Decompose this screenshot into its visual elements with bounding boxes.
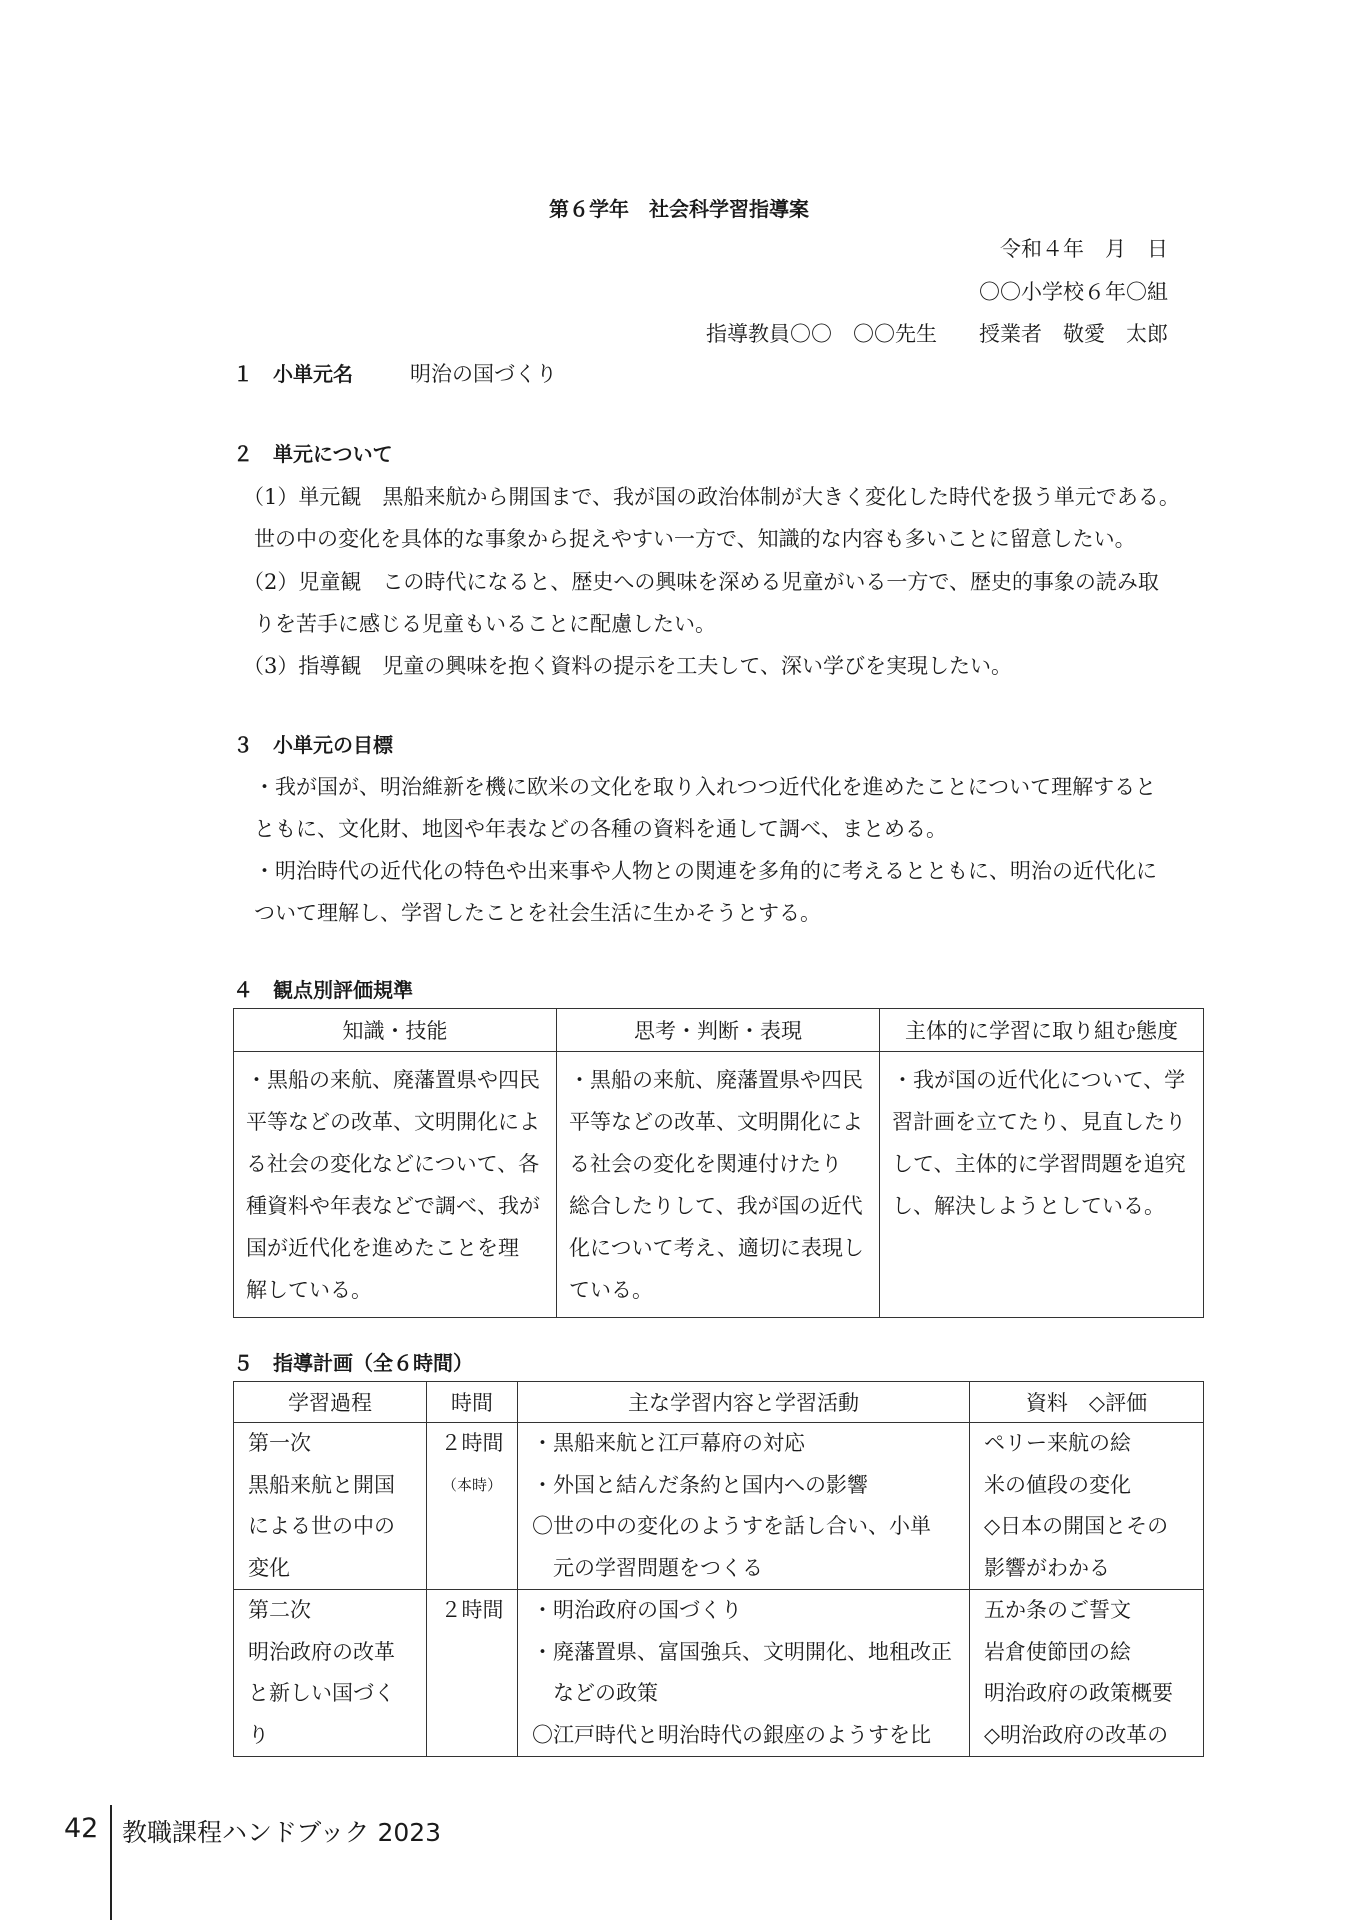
cell-line: る社会の変化などについて、各 — [246, 1152, 540, 1176]
cell-line: 〇世の中の変化のようすを話し合い、小単 — [532, 1514, 931, 1538]
date-line: 令和４年 月 日 — [1000, 237, 1168, 261]
cell-line: 総合したりして、我が国の近代 — [569, 1194, 863, 1218]
time-cell — [427, 1423, 518, 1590]
table-header-row — [234, 1009, 1204, 1052]
s3-line: ついて理解し、学習したことを社会生活に生かそうとする。 — [254, 901, 821, 925]
s2-line: （1）単元観 黒船来航から開国まで、我が国の政治体制が大きく変化した時代を扱う単元である。 — [243, 485, 1180, 509]
s3-line: ・明治時代の近代化の特色や出来事や人物との関連を多角的に考えるとともに、明治の近代化に — [254, 859, 1157, 883]
cell-line: して、主体的に学習問題を追究 — [892, 1152, 1186, 1176]
teaching-plan-table — [233, 1381, 1204, 1757]
s3-line: ともに、文化財、地図や年表などの各種の資料を通して調べ、まとめる。 — [254, 817, 947, 841]
cell-line: 国が近代化を進めたことを理 — [246, 1236, 519, 1260]
cell-line: 明治政府の政策概要 — [984, 1681, 1173, 1705]
column-header: 主体的に学習に取り組む態度 — [880, 1009, 1204, 1052]
cell-line: 第一次 — [248, 1431, 311, 1455]
cell-line: 第二次 — [248, 1598, 311, 1622]
table-row — [234, 1423, 1204, 1590]
section-1-heading: １ 小単元名 — [233, 362, 353, 386]
content-cell — [518, 1423, 970, 1590]
unit-name: 明治の国づくり — [410, 362, 557, 386]
cell-line: ２時間 — [440, 1431, 504, 1455]
cell-line: ・黒船の来航、廃藩置県や四民 — [569, 1068, 863, 1092]
school-line: 〇〇小学校６年〇組 — [979, 280, 1168, 304]
cell-line: ている。 — [569, 1278, 653, 1302]
section-3-heading: ３ 小単元の目標 — [233, 733, 393, 757]
cell-line: 種資料や年表などで調べ、我が — [246, 1194, 540, 1218]
s2-line: （2）児童観 この時代になると、歴史への興味を深める児童がいる一方で、歴史的事象の読み取 — [243, 570, 1159, 594]
column-header: 資料 ◇評価 — [970, 1382, 1204, 1423]
cell-line: 平等などの改革、文明開化によ — [569, 1110, 863, 1134]
column-header: 主な学習内容と学習活動 — [518, 1382, 970, 1423]
s2-line: りを苦手に感じる児童もいることに配慮したい。 — [254, 612, 716, 636]
cell-line: し、解決しようとしている。 — [892, 1194, 1165, 1218]
cell-line: 影響がわかる — [984, 1555, 1110, 1580]
cell-line: 米の値段の変化 — [984, 1472, 1131, 1497]
evaluation-criteria-table — [233, 1008, 1204, 1318]
time-note: （本時） — [441, 1475, 502, 1494]
criteria-thinking-cell — [557, 1052, 880, 1318]
content-cell — [518, 1590, 970, 1757]
cell-line: と新しい国づく — [248, 1681, 395, 1705]
cell-line: り — [248, 1722, 269, 1747]
section-2-heading: ２ 単元について — [233, 442, 393, 466]
cell-line: ペリー来航の絵 — [984, 1431, 1131, 1455]
time-cell — [427, 1590, 518, 1757]
cell-line: 平等などの改革、文明開化によ — [246, 1110, 540, 1134]
s2-line: 世の中の変化を具体的な事象から捉えやすい一方で、知識的な内容も多いことに留意したい。 — [254, 527, 1136, 551]
cell-line: 岩倉使節団の絵 — [984, 1639, 1131, 1664]
cell-line: 〇江戸時代と明治時代の銀座のようすを比 — [532, 1722, 931, 1747]
footer-divider — [110, 1805, 112, 1920]
cell-line: による世の中の — [248, 1514, 395, 1538]
s3-line: ・我が国が、明治維新を機に欧米の文化を取り入れつつ近代化を進めたことについて理解すると — [254, 775, 1157, 799]
cell-line: ・黒船の来航、廃藩置県や四民 — [246, 1068, 540, 1092]
cell-line: ・黒船来航と江戸幕府の対応 — [532, 1431, 805, 1455]
materials-cell — [970, 1590, 1204, 1757]
cell-line: ２時間 — [440, 1598, 504, 1622]
column-header: 時間 — [427, 1382, 518, 1423]
cell-line: 解している。 — [246, 1278, 372, 1302]
cell-line: る社会の変化を関連付けたり — [569, 1152, 842, 1176]
cell-line: 化について考え、適切に表現し — [569, 1236, 864, 1260]
criteria-knowledge-cell — [234, 1052, 557, 1318]
s2-line: （3）指導観 児童の興味を抱く資料の提示を工夫して、深い学びを実現したい。 — [243, 654, 1012, 678]
criteria-attitude-cell — [880, 1052, 1204, 1318]
section-5-heading: ５ 指導計画（全６時間） — [233, 1351, 473, 1375]
table-header-row — [234, 1382, 1204, 1423]
process-cell — [234, 1590, 427, 1757]
cell-line: ・明治政府の国づくり — [532, 1598, 742, 1622]
teachers-line: 指導教員〇〇 〇〇先生 授業者 敬愛 太郎 — [706, 322, 1168, 346]
table-row — [234, 1590, 1204, 1757]
cell-line: ◇日本の開国とその — [984, 1514, 1169, 1538]
cell-line: 習計画を立てたり、見直したり — [892, 1110, 1186, 1134]
cell-line: 五か条のご誓文 — [984, 1598, 1131, 1622]
cell-line: 黒船来航と開国 — [248, 1472, 395, 1497]
column-header: 学習過程 — [234, 1382, 427, 1423]
materials-cell — [970, 1423, 1204, 1590]
page-number: 42 — [64, 1813, 99, 1844]
column-header: 知識・技能 — [234, 1009, 557, 1052]
cell-line: ◇明治政府の改革の — [984, 1722, 1169, 1747]
document-title: 第６学年 社会科学習指導案 — [549, 197, 809, 221]
column-header: 思考・判断・表現 — [557, 1009, 880, 1052]
cell-line: ・外国と結んだ条約と国内への影響 — [532, 1472, 868, 1497]
table-row — [234, 1052, 1204, 1318]
cell-line: ・廃藩置県、富国強兵、文明開化、地租改正 — [532, 1639, 952, 1664]
cell-line: 変化 — [248, 1555, 290, 1580]
book-title: 教職課程ハンドブック 2023 — [122, 1818, 442, 1847]
process-cell — [234, 1423, 427, 1590]
section-4-heading: ４ 観点別評価規準 — [233, 978, 413, 1002]
cell-line: 明治政府の改革 — [248, 1639, 395, 1664]
cell-line: などの政策 — [553, 1681, 658, 1705]
cell-line: ・我が国の近代化について、学 — [892, 1068, 1186, 1092]
cell-line: 元の学習問題をつくる — [553, 1555, 763, 1580]
